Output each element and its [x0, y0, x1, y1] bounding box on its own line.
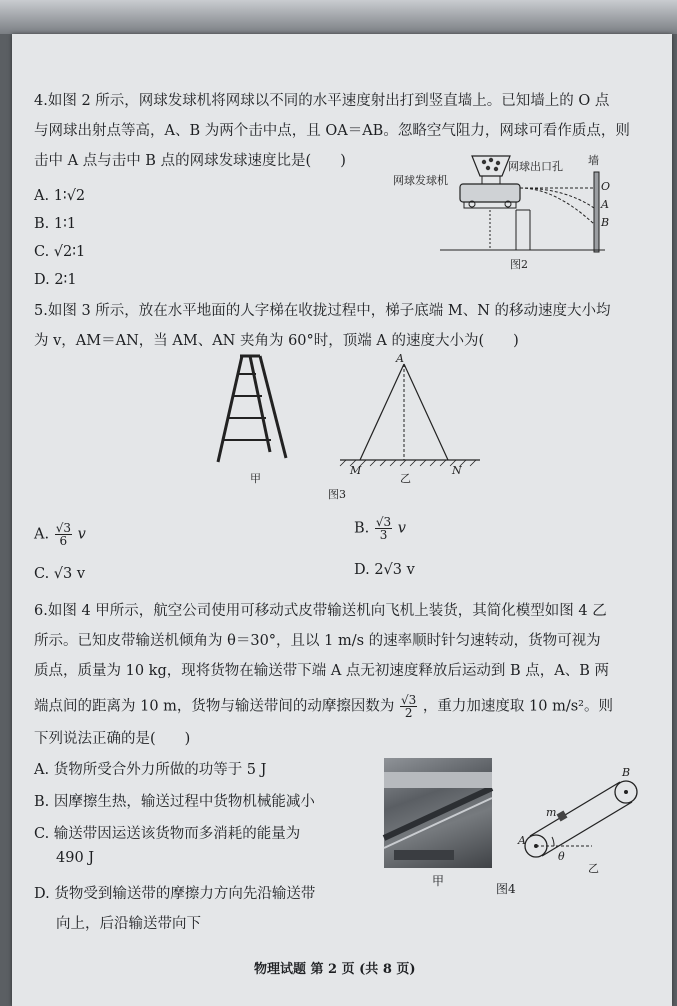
- q4-option-c: C. √2∶1: [34, 244, 86, 260]
- q5-line-2: 为 v，AM＝AN，当 AM、AN 夹角为 60°时，顶端 A 的速度大小为( ): [34, 333, 519, 349]
- q6-option-b: B. 因摩擦生热，输送过程中货物机械能减小: [34, 794, 315, 810]
- q4-label-b: B: [601, 216, 610, 229]
- q5-figure-caption: 图3: [328, 488, 346, 501]
- q5-option-b: B. $\frac{√3}{3}$ v: [354, 515, 406, 542]
- q4-figure-tennis-launcher: [380, 150, 620, 270]
- q6-conveyor-photo: [384, 758, 492, 868]
- page-footer: 物理试题 第 2 页 (共 8 页): [254, 962, 416, 977]
- q5-label-jia: 甲: [250, 472, 261, 485]
- q6-label-b: B: [622, 766, 631, 779]
- q6-option-c-cont: 490 J: [56, 850, 95, 866]
- q6-label-theta: θ: [558, 850, 565, 863]
- q4-figure-caption: 图2: [510, 258, 528, 271]
- q6-label-a: A: [518, 834, 526, 847]
- q6-label-jia: 甲: [432, 874, 445, 888]
- q5-label-m: M: [350, 464, 362, 477]
- q4-label-a: A: [601, 198, 609, 211]
- q5-option-a: A. $\frac{√3}{6}$ v: [34, 521, 86, 548]
- q4-option-b: B. 1∶1: [34, 216, 77, 232]
- q4-option-d: D. 2∶1: [34, 272, 77, 288]
- q6-line-1: 6.如图 4 甲所示，航空公司使用可移动式皮带输送机向飞机上装货，其简化模型如图 4 乙: [34, 603, 607, 619]
- q6-line-4: 端点间的距离为 10 m，货物与输送带间的动摩擦因数为 $\frac{√3}{2}$ ，重力加速度取 10 m/s²。则: [34, 693, 613, 720]
- q6-label-m: m: [546, 806, 557, 819]
- q4-label-o: O: [601, 180, 611, 193]
- q6-figure-belt-diagram: [510, 764, 650, 874]
- q6-option-a: A. 货物所受合外力所做的功等于 5 J: [34, 762, 267, 778]
- q5-option-d: D. 2√3 v: [354, 562, 415, 578]
- q5-label-a: A: [396, 352, 404, 365]
- q6-line-2: 所示。已知皮带输送机倾角为 θ＝30°，且以 1 m/s 的速率顺时针匀速转动，货物可视为: [34, 633, 601, 649]
- background-strip: [0, 0, 677, 34]
- q5-line-1: 5.如图 3 所示，放在水平地面的人字梯在收拢过程中，梯子底端 M、N 的移动速度大小均: [34, 303, 611, 319]
- q6-line-3: 质点，质量为 10 kg，现将货物在输送带下端 A 点无初速度释放后运动到 B 点，A、B 两: [34, 663, 610, 679]
- q4-option-a: A. 1∶√2: [34, 188, 86, 204]
- q6-option-d: D. 货物受到输送带的摩擦力方向先沿输送带: [34, 886, 316, 902]
- q6-line-5: 下列说法正确的是( ): [34, 731, 191, 747]
- q4-label-outlet-hole: 网球出口孔: [508, 160, 563, 173]
- q4-label-wall: 墙: [588, 154, 599, 167]
- q4-label-launcher: 网球发球机: [393, 174, 448, 187]
- q4-line-1: 4.如图 2 所示，网球发球机将网球以不同的水平速度射出打到竖直墙上。已知墙上的 O 点: [34, 93, 610, 109]
- q4-line-2: 与网球出射点等高，A、B 为两个击中点，且 OA＝AB。忽略空气阻力，网球可看作质点，则: [34, 123, 630, 139]
- q5-label-yi: 乙: [400, 472, 411, 485]
- q6-option-d-cont: 向上，后沿输送带向下: [56, 916, 201, 932]
- q6-label-yi: 乙: [588, 862, 599, 875]
- q4-line-3: 击中 A 点与击中 B 点的网球发球速度比是( ): [34, 153, 346, 169]
- q5-label-n: N: [452, 464, 462, 477]
- q5-option-c: C. √3 v: [34, 566, 86, 582]
- q6-option-c: C. 输送带因运送该货物而多消耗的能量为: [34, 826, 301, 842]
- q6-figure-caption: 图4: [496, 882, 516, 896]
- q5-figure-ladder: [200, 350, 490, 500]
